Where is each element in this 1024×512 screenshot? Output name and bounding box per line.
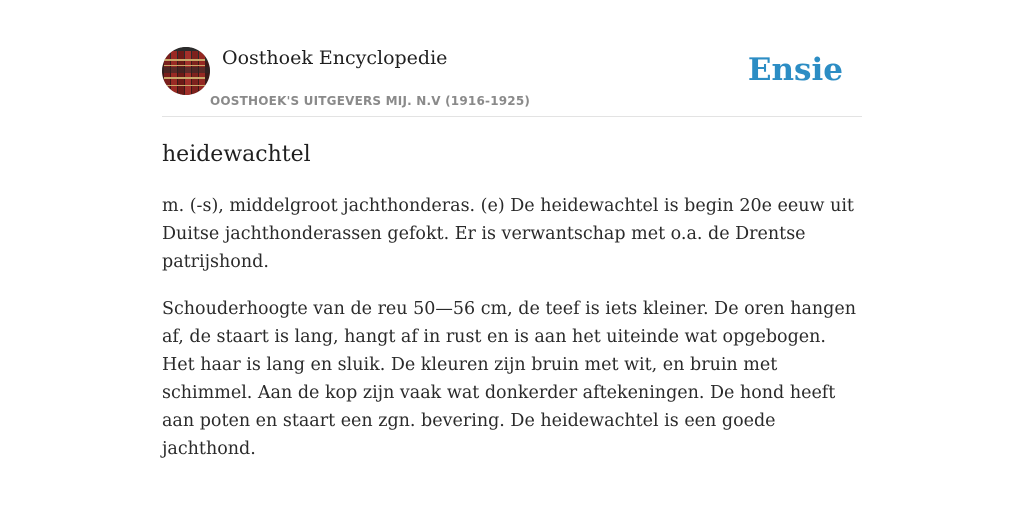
article-paragraph: Schouderhoogte van de reu 50—56 cm, de teef is iets kleiner. De oren hangen af, de staart is lang, hangt af in rust en is aan het uiteinde wat opgebogen. Het haar is lang en sluik. De kleuren zijn bruin met wit, en bruin met schimmel. Aan de kop zijn vaak wat donkerder aftekeningen. De hond heeft aan poten en staart een zgn. bevering. De heidewachtel is een goede jachthond.	[162, 299, 857, 459]
encyclopedia-books-icon	[162, 47, 210, 95]
article-paragraph: m. (-s), middelgroot jachthonderas. (e) De heidewachtel is begin 20e eeuw uit Duitse jachthonderassen gefokt. Er is verwantschap met o.a. de Drentse patrijshond.	[162, 196, 854, 272]
source-publisher: OOSTHOEK'S UITGEVERS MIJ. N.V (1916-1925)	[210, 94, 531, 108]
source-avatar[interactable]	[162, 47, 210, 95]
source-title[interactable]: Oosthoek Encyclopedie	[222, 47, 448, 69]
source-header	[162, 46, 862, 117]
article-body	[162, 192, 862, 482]
ensie-logo-link[interactable]: Ensie	[747, 52, 843, 88]
article-headword: heidewachtel	[162, 142, 311, 167]
